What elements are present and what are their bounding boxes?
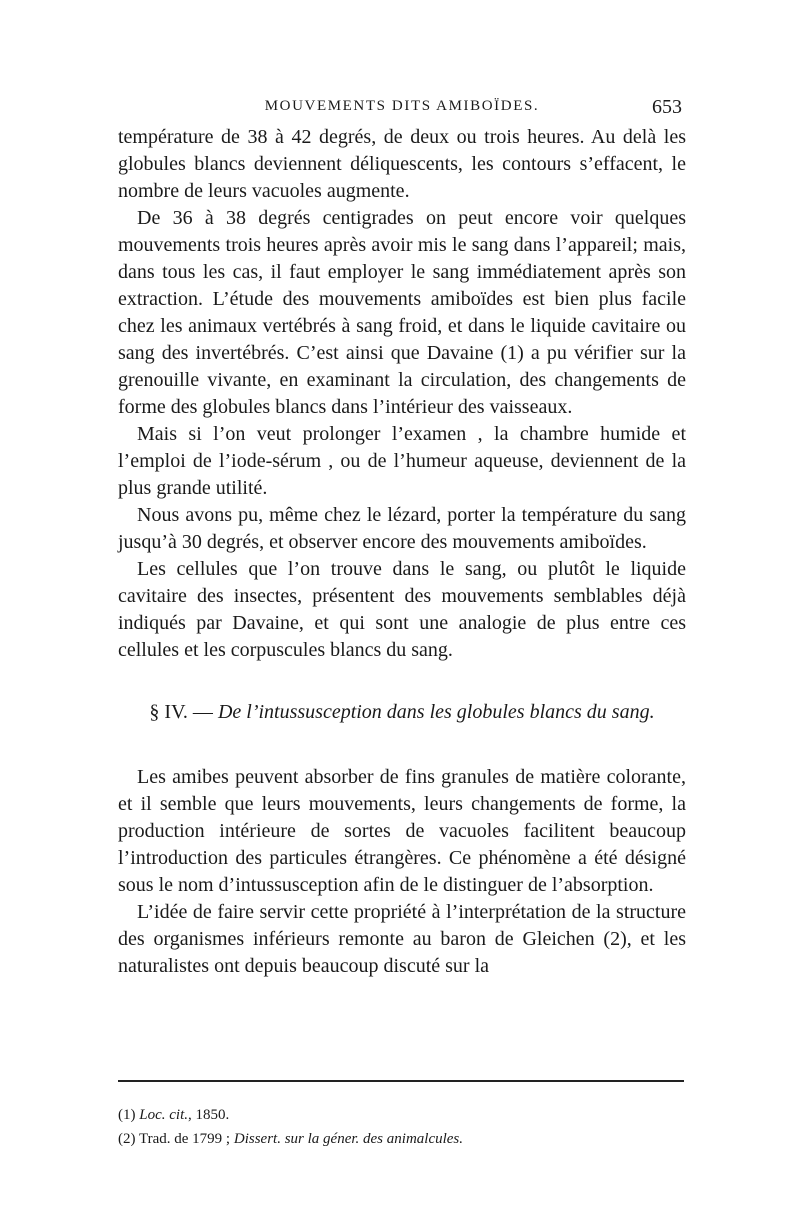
footnote-2-mark: (2) (118, 1131, 136, 1147)
footnote-rule (118, 1080, 684, 1082)
running-head: MOUVEMENTS DITS AMIBOÏDES. (264, 98, 540, 114)
footnote-1-mark: (1) (118, 1107, 136, 1123)
section-title: De l’intussusception dans les globules blancs du sang. (217, 701, 655, 723)
paragraph-4: Nous avons pu, même chez le lézard, porter la température du sang jusqu’à 30 degrés, et observer encore des mouvements amiboïdes. (118, 504, 686, 553)
page-header (118, 96, 686, 120)
paragraph-6: Les amibes peuvent absorber de fins granules de matière colorante, et il semble que leurs mouvements, leurs changements de forme, la production intérieure de sortes de vacuoles facilitent beaucoup l’introduction des particules étrangères. Ce phénomène a été désigné sous le nom d’intussusception afin de le distinguer de l’absorption. (118, 766, 686, 896)
section-number: § IV. — (149, 701, 213, 723)
paragraph-7: L’idée de faire servir cette propriété à l’interprétation de la structure des organismes inférieurs remonte au baron de Gleichen (2), et les naturalistes ont depuis beaucoup discuté sur la (118, 901, 686, 977)
paragraph-1: température de 38 à 42 degrés, de deux ou trois heures. Au delà les globules blancs deviennent déliquescents, les contours s’effacent, le nombre de leurs vacuoles augmente. (118, 126, 686, 202)
footnote-2 (118, 1127, 686, 1151)
footnotes (118, 1103, 686, 1151)
section-heading (118, 699, 686, 726)
paragraph-5: Les cellules que l’on trouve dans le sang, ou plutôt le liquide cavitaire des insectes, présentent des mouvements semblables déjà indiqués par Davaine, et qui sont une analogie de plus entre ces cellules et les corpuscules blancs du sang. (118, 558, 686, 661)
paragraph-2: De 36 à 38 degrés centigrades on peut encore voir quelques mouvements trois heures après avoir mis le sang dans l’appareil; mais, dans tous les cas, il faut employer le sang immédiatement après son extraction. L’étude des mouvements amiboïdes est bien plus facile chez les animaux vertébrés à sang froid, et dans le liquide cavitaire ou sang des invertébrés. C’est ainsi que Davaine (1) a pu vérifier sur la grenouille vivante, en examinant la circulation, des changements de forme des globules blancs dans l’intérieur des vaisseaux. (118, 207, 686, 418)
body-text (118, 124, 686, 980)
page-number: 653 (652, 96, 682, 118)
footnote-1 (118, 1103, 686, 1127)
paragraph-3: Mais si l’on veut prolonger l’examen , la chambre humide et l’emploi de l’iode-sérum , ou de l’humeur aqueuse, deviennent de la plus grande utilité. (118, 423, 686, 499)
footnote-2-translation: Trad. de 1799 ; (138, 1131, 234, 1147)
footnote-1-year: , 1850. (188, 1107, 230, 1123)
footnote-2-title: Dissert. sur la géner. des animalcules. (233, 1131, 464, 1147)
footnote-1-source: Loc. cit. (139, 1107, 188, 1123)
